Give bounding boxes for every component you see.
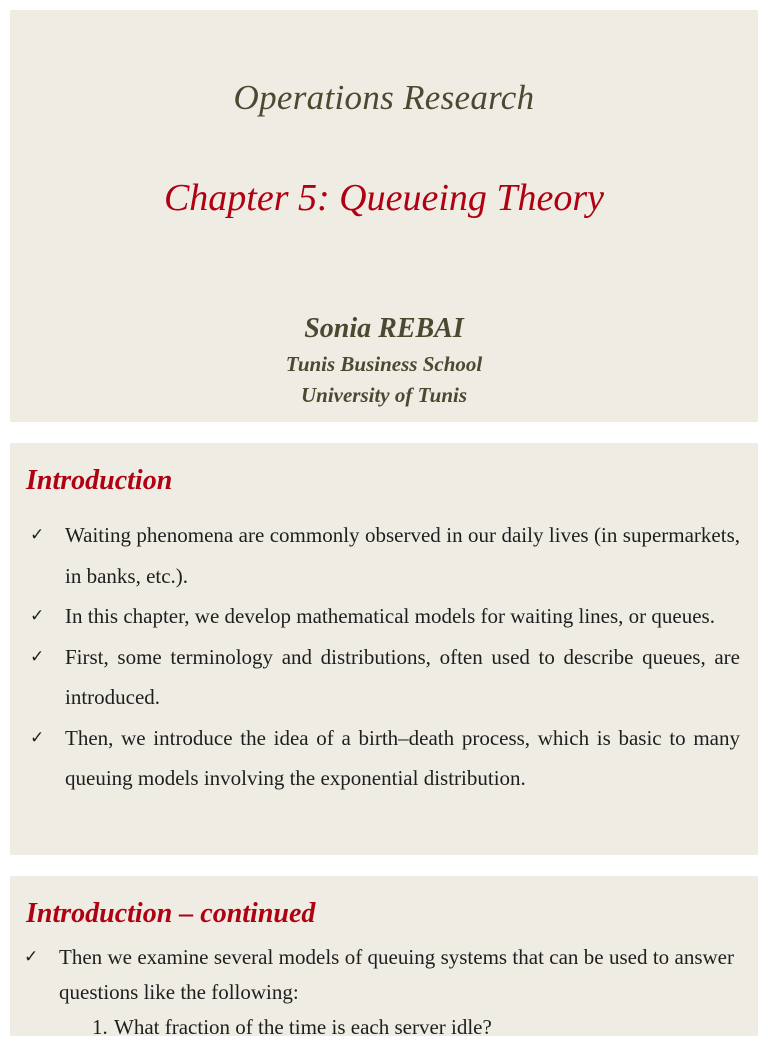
check-icon: ✓	[30, 525, 45, 545]
slide-heading: Introduction	[26, 465, 173, 496]
check-icon: ✓	[24, 947, 39, 967]
introduction-continued-slide	[10, 876, 758, 1039]
slide-heading: Introduction – continued	[26, 898, 316, 929]
bullet-text: Then, we introduce the idea of a birth–death process, which is basic to many queuing models involving the exponential distribution.	[65, 725, 740, 790]
affiliation-school: Tunis Business School	[285, 352, 483, 376]
author-name: Sonia REBAI	[304, 313, 464, 344]
bullet-list	[30, 515, 740, 799]
bullet-text: Then we examine several models of queuing systems that can be used to answer questions like the following:	[59, 945, 734, 1004]
numbered-text: What fraction of the time is each server idle?	[114, 1015, 492, 1039]
course-title: Operations Research	[233, 78, 535, 117]
bullet-text: First, some terminology and distributions, often used to describe queues, are introduced.	[65, 644, 740, 709]
bullet-text: Waiting phenomena are commonly observed in our daily lives (in supermarkets, in banks, etc.).	[65, 523, 740, 588]
bullet-item	[30, 718, 740, 799]
affiliation-university: University of Tunis	[300, 383, 468, 407]
chapter-title: Chapter 5: Queueing Theory	[163, 177, 605, 219]
numbered-item	[24, 1010, 734, 1045]
check-icon: ✓	[30, 727, 45, 748]
check-icon: ✓	[30, 646, 45, 667]
bullet-item	[30, 596, 740, 637]
bullet-item	[30, 515, 740, 596]
introduction-slide	[10, 443, 758, 855]
bullet-list	[24, 940, 734, 1045]
check-icon: ✓	[30, 606, 45, 626]
bullet-text: In this chapter, we develop mathematical models for waiting lines, or queues.	[65, 604, 715, 628]
bullet-item	[30, 637, 740, 718]
title-slide	[10, 10, 758, 422]
bullet-item	[24, 940, 734, 1010]
item-number: 1.	[92, 1015, 108, 1039]
